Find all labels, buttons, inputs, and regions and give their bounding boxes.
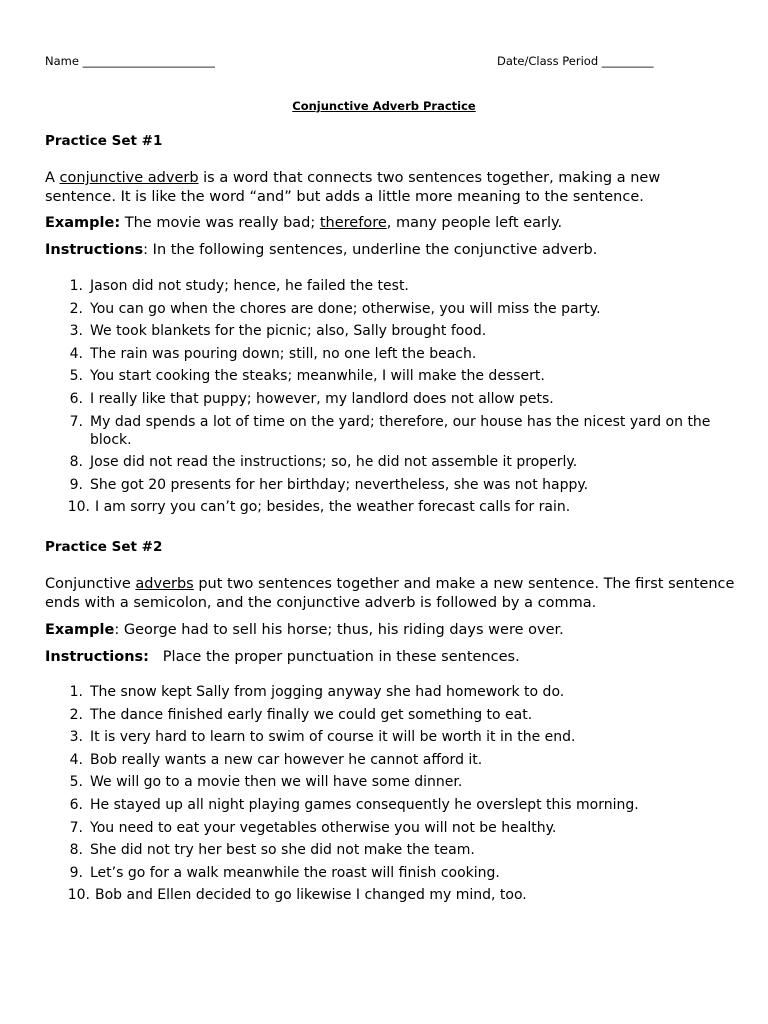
list-item <box>45 413 735 449</box>
set1-intro-term: conjunctive adverb <box>59 170 199 186</box>
list-item-number: 9. <box>69 476 83 493</box>
set1-example <box>45 214 735 233</box>
list-item-number: 7. <box>69 413 83 430</box>
list-item <box>45 706 735 724</box>
list-item-text: We will go to a movie then we will have some dinner. <box>90 774 463 791</box>
list-item <box>45 476 735 494</box>
list-item-text: Jason did not study; hence, he failed the test. <box>90 278 409 294</box>
set2-example-text: : George had to sell his horse; thus, his riding days were over. <box>114 622 564 638</box>
set2-instructions <box>45 648 735 667</box>
list-item-number: 1. <box>69 278 83 294</box>
list-item-text: He stayed up all night playing games consequently he overslept this morning. <box>90 796 639 813</box>
document-title: Conjunctive Adverb Practice <box>292 99 476 113</box>
list-item-number: 8. <box>69 842 83 859</box>
list-item-text: It is very hard to learn to swim of course it will be worth it in the end. <box>90 729 576 746</box>
header-row <box>45 54 723 72</box>
list-item-text: Jose did not read the instructions; so, he did not assemble it properly. <box>90 454 578 471</box>
set1-instructions-label: Instructions <box>45 242 144 258</box>
set2-intro-rest: put two sentences together and make a new sentence. The first sentence ends with a semicolon, and the conjunctive adverb is followed by a comma. <box>45 576 735 611</box>
set2-instructions-label: Instructions: <box>45 649 149 665</box>
set1-instructions <box>45 241 735 260</box>
list-item <box>45 277 735 295</box>
list-item-number: 6. <box>69 390 83 407</box>
set2-instructions-text: Place the proper punctuation in these sentences. <box>148 649 520 665</box>
list-item <box>45 453 735 471</box>
list-item-number: 10. <box>67 499 90 516</box>
list-item-text: You start cooking the steaks; meanwhile, I will make the dessert. <box>90 368 545 385</box>
list-item-text: The snow kept Sally from jogging anyway she had homework to do. <box>90 684 565 700</box>
set1-intro <box>45 169 735 207</box>
list-item-number: 2. <box>69 706 83 723</box>
list-item <box>45 345 735 363</box>
set1-instructions-text: : In the following sentences, underline the conjunctive adverb. <box>143 242 598 258</box>
list-item-text: She got 20 presents for her birthday; nevertheless, she was not happy. <box>90 476 589 493</box>
list-item-number: 4. <box>69 345 83 362</box>
list-item-text: I am sorry you can’t go; besides, the weather forecast calls for rain. <box>95 499 571 516</box>
list-item-number: 3. <box>69 323 83 340</box>
list-item-number: 1. <box>69 684 83 700</box>
set2-heading: Practice Set #2 <box>45 539 163 555</box>
list-item-text: Bob really wants a new car however he cannot afford it. <box>90 751 483 768</box>
list-item-text: The rain was pouring down; still, no one left the beach. <box>90 345 477 362</box>
list-item <box>45 841 735 859</box>
list-item <box>45 751 735 769</box>
list-item-text: I really like that puppy; however, my landlord does not allow pets. <box>90 390 554 407</box>
list-item-text: She did not try her best so she did not make the team. <box>90 842 475 859</box>
set1-intro-rest: is a word that connects two sentences together, making a new sentence. It is like the word “and” but adds a little more meaning to the sentence. <box>45 170 661 205</box>
set1-intro-start: A <box>45 170 60 186</box>
list-item-number: 5. <box>69 368 83 385</box>
list-item-number: 5. <box>69 774 83 791</box>
list-item <box>45 796 735 814</box>
list-item <box>45 498 735 516</box>
set1-example-start: The movie was really bad; <box>120 215 320 231</box>
set1-example-rest: , many people left early. <box>386 215 563 231</box>
set2-sentence-list <box>45 683 735 909</box>
list-item <box>45 367 735 385</box>
list-item-number: 4. <box>69 751 83 768</box>
list-item-text: We took blankets for the picnic; also, Sally brought food. <box>90 323 487 340</box>
date-class-period-field: Date/Class Period _________ <box>497 54 654 68</box>
set1-example-label: Example: <box>45 215 121 231</box>
list-item <box>45 773 735 791</box>
list-item-number: 3. <box>69 729 83 746</box>
list-item-text: You need to eat your vegetables otherwise you will not be healthy. <box>90 819 557 836</box>
list-item-text: Bob and Ellen decided to go likewise I changed my mind, too. <box>95 887 527 904</box>
set2-example-label: Example <box>45 622 115 638</box>
list-item <box>45 819 735 837</box>
set1-example-term: therefore <box>319 215 387 231</box>
list-item-text: You can go when the chores are done; otherwise, you will miss the party. <box>90 300 601 317</box>
set1-sentence-list <box>45 277 735 521</box>
set2-intro-start: Conjunctive <box>45 576 136 592</box>
list-item <box>45 683 735 701</box>
list-item-number: 8. <box>69 454 83 471</box>
list-item-text: My dad spends a lot of time on the yard; therefore, our house has the nicest yard on the block. <box>90 413 711 448</box>
set2-intro <box>45 575 735 613</box>
list-item <box>45 390 735 408</box>
name-field: Name _______________________ <box>45 54 215 68</box>
list-item <box>45 728 735 746</box>
set1-heading: Practice Set #1 <box>45 133 163 149</box>
list-item <box>45 886 735 904</box>
list-item-number: 2. <box>69 300 83 317</box>
list-item-number: 7. <box>69 819 83 836</box>
list-item <box>45 300 735 318</box>
list-item-number: 6. <box>69 796 83 813</box>
list-item <box>45 864 735 882</box>
list-item <box>45 322 735 340</box>
list-item-text: Let’s go for a walk meanwhile the roast will finish cooking. <box>90 864 500 881</box>
set2-intro-term: adverbs <box>135 576 194 592</box>
list-item-number: 10. <box>67 887 90 904</box>
set2-example <box>45 621 735 640</box>
list-item-text: The dance finished early finally we could get something to eat. <box>90 706 533 723</box>
list-item-number: 9. <box>69 864 83 881</box>
